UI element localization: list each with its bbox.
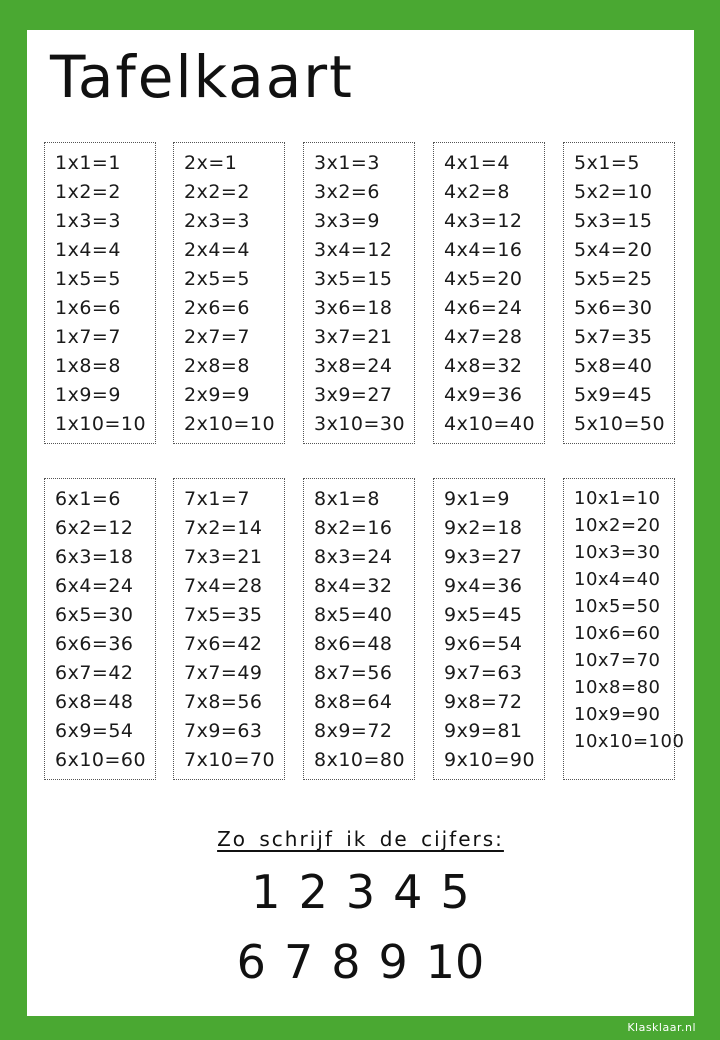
table-line: 4x8=32 <box>444 355 523 377</box>
table-line: 1x9=9 <box>55 384 121 406</box>
table-line: 2x7=7 <box>184 326 250 348</box>
table-line: 6x4=24 <box>55 575 134 597</box>
table-line: 8x1=8 <box>314 488 380 510</box>
table-line: 5x1=5 <box>574 152 640 174</box>
table-line: 10x1=10 <box>574 488 661 509</box>
table-line: 10x7=70 <box>574 650 661 671</box>
digit: 8 <box>331 935 361 989</box>
table-box-1 <box>44 142 156 444</box>
digit: 5 <box>440 865 470 919</box>
table-line: 6x2=12 <box>55 517 134 539</box>
table-line: 9x4=36 <box>444 575 523 597</box>
table-line: 7x7=49 <box>184 662 263 684</box>
table-line: 1x10=10 <box>55 413 147 435</box>
table-line: 8x7=56 <box>314 662 393 684</box>
table-box-2 <box>173 142 285 444</box>
table-line: 9x2=18 <box>444 517 523 539</box>
table-line: 4x4=16 <box>444 239 523 261</box>
table-line: 10x5=50 <box>574 596 661 617</box>
table-line: 2x3=3 <box>184 210 250 232</box>
digit: 7 <box>283 935 314 989</box>
table-line: 5x9=45 <box>574 384 653 406</box>
table-line: 7x9=63 <box>184 720 263 742</box>
table-box-4 <box>433 142 545 444</box>
table-line: 9x1=9 <box>444 488 510 510</box>
table-line: 8x9=72 <box>314 720 393 742</box>
table-line: 3x7=21 <box>314 326 393 348</box>
table-line: 3x8=24 <box>314 355 393 377</box>
table-box-3 <box>303 142 415 444</box>
table-line: 5x5=25 <box>574 268 653 290</box>
table-line: 7x1=7 <box>184 488 250 510</box>
table-line: 2x10=10 <box>184 413 276 435</box>
table-box-5 <box>563 142 675 444</box>
table-line: 1x8=8 <box>55 355 121 377</box>
table-line: 2x2=2 <box>184 181 250 203</box>
table-line: 9x10=90 <box>444 749 536 771</box>
table-line: 2x5=5 <box>184 268 250 290</box>
digit: 9 <box>378 935 408 989</box>
digits-row-2 <box>27 935 694 989</box>
table-line: 1x2=2 <box>55 181 121 203</box>
table-line: 5x3=15 <box>574 210 653 232</box>
table-line: 9x6=54 <box>444 633 523 655</box>
table-line: 1x7=7 <box>55 326 121 348</box>
table-line: 8x8=64 <box>314 691 393 713</box>
table-line: 3x10=30 <box>314 413 406 435</box>
table-line: 8x4=32 <box>314 575 393 597</box>
table-line: 5x6=30 <box>574 297 653 319</box>
table-line: 10x2=20 <box>574 515 661 536</box>
table-line: 1x5=5 <box>55 268 121 290</box>
digit: 6 <box>236 935 266 989</box>
table-line: 5x4=20 <box>574 239 653 261</box>
table-box-10 <box>563 478 685 780</box>
table-line: 1x4=4 <box>55 239 121 261</box>
digit: 3 <box>345 865 376 919</box>
table-box-8 <box>303 478 415 780</box>
table-line: 9x7=63 <box>444 662 523 684</box>
table-line: 3x5=15 <box>314 268 393 290</box>
table-line: 6x10=60 <box>55 749 147 771</box>
digits-heading: Zo schrijf ik de cijfers: <box>217 827 504 851</box>
table-line: 5x2=10 <box>574 181 653 203</box>
table-line: 4x7=28 <box>444 326 523 348</box>
digit: 10 <box>425 935 485 989</box>
table-line: 3x6=18 <box>314 297 393 319</box>
table-box-9 <box>433 478 545 780</box>
table-box-6 <box>44 478 156 780</box>
table-line: 6x1=6 <box>55 488 121 510</box>
table-line: 1x1=1 <box>55 152 121 174</box>
table-line: 3x1=3 <box>314 152 380 174</box>
digit: 4 <box>393 865 423 919</box>
table-line: 8x3=24 <box>314 546 393 568</box>
table-line: 2x8=8 <box>184 355 250 377</box>
table-line: 8x5=40 <box>314 604 393 626</box>
digit: 2 <box>298 865 328 919</box>
table-line: 4x5=20 <box>444 268 523 290</box>
table-line: 2x6=6 <box>184 297 250 319</box>
table-line: 8x10=80 <box>314 749 406 771</box>
table-line: 6x9=54 <box>55 720 134 742</box>
table-line: 6x3=18 <box>55 546 134 568</box>
table-line: 7x6=42 <box>184 633 263 655</box>
table-line: 6x8=48 <box>55 691 134 713</box>
table-line: 5x8=40 <box>574 355 653 377</box>
table-line: 3x4=12 <box>314 239 393 261</box>
table-line: 7x4=28 <box>184 575 263 597</box>
table-line: 9x8=72 <box>444 691 523 713</box>
table-line: 7x10=70 <box>184 749 276 771</box>
table-line: 10x6=60 <box>574 623 661 644</box>
table-line: 6x6=36 <box>55 633 134 655</box>
table-line: 8x2=16 <box>314 517 393 539</box>
table-box-7 <box>173 478 285 780</box>
table-line: 3x9=27 <box>314 384 393 406</box>
table-line: 6x7=42 <box>55 662 134 684</box>
table-line: 9x5=45 <box>444 604 523 626</box>
table-line: 2x9=9 <box>184 384 250 406</box>
table-line: 10x4=40 <box>574 569 661 590</box>
table-line: 4x6=24 <box>444 297 523 319</box>
table-line: 2x4=4 <box>184 239 250 261</box>
table-line: 7x2=14 <box>184 517 263 539</box>
table-line: 9x9=81 <box>444 720 523 742</box>
table-line: 10x3=30 <box>574 542 661 563</box>
table-line: 7x8=56 <box>184 691 263 713</box>
table-line: 5x10=50 <box>574 413 666 435</box>
table-line: 10x8=80 <box>574 677 661 698</box>
tafelkaart-sheet <box>27 30 694 1016</box>
table-line: 8x6=48 <box>314 633 393 655</box>
table-line: 4x1=4 <box>444 152 510 174</box>
digit: 1 <box>251 865 281 919</box>
table-line: 4x10=40 <box>444 413 536 435</box>
table-line: 10x9=90 <box>574 704 661 725</box>
digits-row-1 <box>27 865 694 919</box>
table-line: 7x3=21 <box>184 546 263 568</box>
table-line: 4x9=36 <box>444 384 523 406</box>
table-line: 5x7=35 <box>574 326 653 348</box>
table-line: 6x5=30 <box>55 604 134 626</box>
table-line: 10x10=100 <box>574 731 685 752</box>
table-line: 7x5=35 <box>184 604 263 626</box>
table-line: 3x2=6 <box>314 181 380 203</box>
table-line: 1x3=3 <box>55 210 121 232</box>
page-title: Tafelkaart <box>50 43 354 111</box>
table-line: 3x3=9 <box>314 210 380 232</box>
table-line: 2x=1 <box>184 152 238 174</box>
footer-credit: Klasklaar.nl <box>627 1021 696 1034</box>
table-line: 4x2=8 <box>444 181 510 203</box>
table-line: 1x6=6 <box>55 297 121 319</box>
table-line: 9x3=27 <box>444 546 523 568</box>
table-line: 4x3=12 <box>444 210 523 232</box>
